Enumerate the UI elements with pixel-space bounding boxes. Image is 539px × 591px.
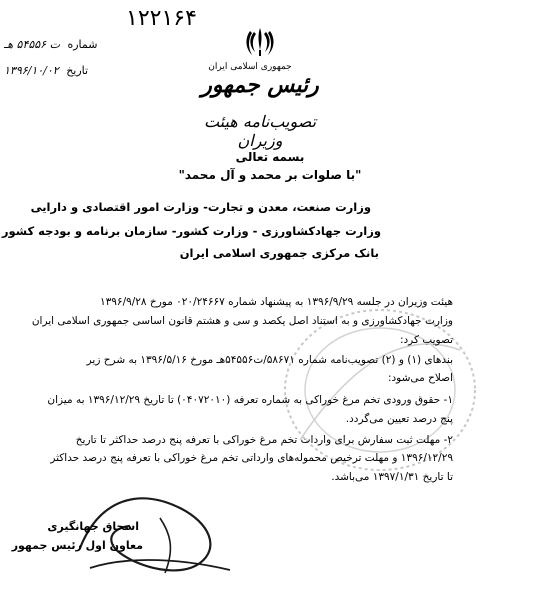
body-line: اصلاح می‌شود: [387,372,453,384]
body-line: تا تاریخ ۱۳۹۷/۱/۳۱ می‌باشد. [331,471,453,483]
recipient-line: وزارت جهادکشاورزی - وزارت کشور- سازمان برنامه و بودجه کشور [1,224,381,238]
reference-line [4,38,97,51]
signatory-name: اسحاق جهانگیری [47,520,139,533]
body-line: پنج درصد تعیین می‌گردد. [345,413,453,425]
body-line: تصویب کرد: [399,334,453,346]
body-line: بندهای (۱) و (۲) تصویب‌نامه شماره ۵۸۶۷۱/ت۵۴۵۵۶هـ مورخ ۱۳۹۶/۵/۱۶ به شرح زیر [86,354,453,366]
org-subtitle: تصویب‌نامه هیئت وزیران [203,112,317,150]
body-line: وزارت جهادکشاورزی و به استناد اصل یکصد و سی و هشتم قانون اساسی جمهوری اسلامی ایران [31,315,453,327]
serial-number: ۱۲۲۱۶۴ [126,6,197,31]
body-line: ۲- مهلت ثبت سفارش برای واردات تخم مرغ خوراکی با تعرفه پنج درصد حداکثر تا تاریخ [75,434,453,446]
date-value: ۱۳۹۶/۱۰/۰۲ [4,64,59,77]
body-line: ۱- حقوق ورودی تخم مرغ خوراکی به شماره تعرفه (۰۴۰۷۲۰۱۰) تا تاریخ ۱۳۹۶/۱۲/۲۹ به میزان [47,394,453,406]
reference-label: شماره [67,38,98,51]
basmala: بسمه تعالی [235,150,305,164]
recipient-line: بانک مرکزی جمهوری اسلامی ایران [179,246,379,260]
date-label: تاریخ [66,64,89,77]
recipient-line: وزارت صنعت، معدن و تجارت- وزارت امور اقتصادی و دارایی [30,200,371,214]
reference-value: ت ۵۴۵۵۶ هـ [4,38,60,51]
body-line: ۱۳۹۶/۱۲/۲۹ و مهلت ترخیص محموله‌های وارداتی تخم مرغ خوراکی با تعرفه پنج درصد حداکثر [50,452,453,464]
org-title: رئیس جمهور [201,72,319,98]
signatory-title: معاون اول رئیس جمهور [11,539,143,552]
body-line: هیئت وزیران در جلسه ۱۳۹۶/۹/۲۹ به پیشنهاد شماره ۰۲۰/۲۴۶۶۷ مورخ ۱۳۹۶/۹/۲۸ [100,296,453,308]
iran-emblem-icon [242,24,278,60]
signature-scribble [60,478,240,588]
org-country: جمهوری اسلامی ایران [208,62,292,72]
salawat: "با صلوات بر محمد و آل محمد" [178,168,362,182]
date-line [4,64,88,77]
